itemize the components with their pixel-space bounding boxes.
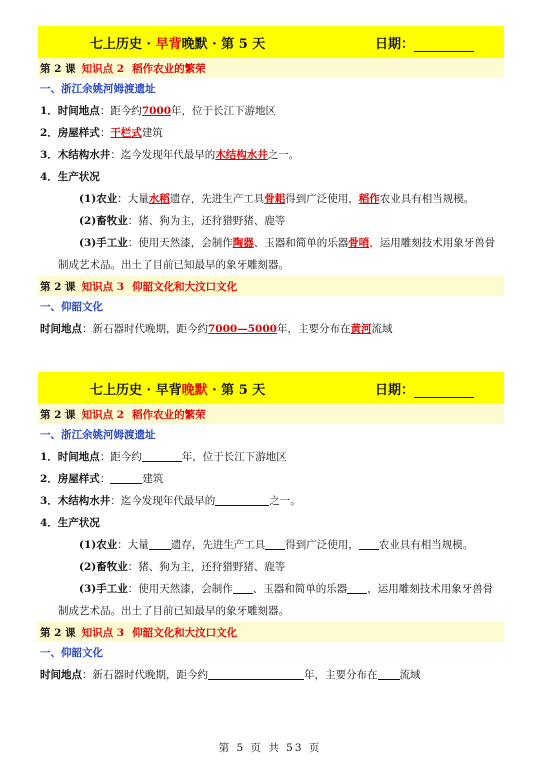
date-field: 日期： xyxy=(375,33,474,52)
blank-well: 3．木结构水井：迄今发现年代最早的 之一。 xyxy=(40,495,301,507)
title-bar-bottom xyxy=(38,372,504,404)
item-agriculture: (1)农业：大量水稻遗存，先进生产工具骨耜得到广泛使用，稻作农业具有相当规模。 xyxy=(79,193,475,205)
fill-blank[interactable] xyxy=(208,667,304,680)
item-well: 3．木结构水井：迄今发现年代最早的木结构水井之一。 xyxy=(40,149,300,161)
lesson-bar-kp2-bottom: 第 2 课 知识点 2 稻作农业的繁荣 xyxy=(38,404,504,424)
page-footer: 第 5 页 共 53 页 xyxy=(218,742,322,754)
page-title: 七上历史 · 早背晚默 · 第 5 天 xyxy=(90,36,266,52)
section-hemudu: 一、浙江余姚河姆渡遗址 xyxy=(40,83,156,95)
section-yangshao-bottom: 一、仰韶文化 xyxy=(40,647,103,659)
fill-blank[interactable] xyxy=(347,581,367,594)
section-hemudu-bottom: 一、浙江余姚河姆渡遗址 xyxy=(40,429,156,441)
blank-yangshao-time: 时间地点：新石器时代晚期，距今约 年，主要分布在 流域 xyxy=(40,669,421,681)
page-title-bottom: 七上历史 · 早背晚默 · 第 5 天 xyxy=(90,382,266,398)
lesson-bar-kp3: 第 2 课 知识点 3 仰韶文化和大汶口文化 xyxy=(38,276,504,296)
item-handicraft: (3)手工业：使用天然漆，会制作陶器、玉器和简单的乐器骨哨，运用雕刻技术用象牙兽骨 xyxy=(79,237,496,249)
date-field-bottom: 日期： xyxy=(375,379,474,398)
item-yangshao-time: 时间地点：新石器时代晚期，距今约7000—5000年，主要分布在黄河流域 xyxy=(40,323,393,335)
blank-time-place: 1．时间地点：距今约 年，位于长江下游地区 xyxy=(40,451,287,463)
fill-blank[interactable] xyxy=(142,449,182,462)
fill-blank[interactable] xyxy=(110,471,142,484)
blank-handicraft-cont: 制成艺术品。出土了目前已知最早的象牙雕刻器。 xyxy=(58,605,289,617)
fill-blank[interactable] xyxy=(359,537,379,550)
section-yangshao: 一、仰韶文化 xyxy=(40,301,103,313)
fill-blank[interactable] xyxy=(378,667,400,680)
item-husbandry: (2)畜牧业：猪、狗为主，还狩猎野猪、鹿等 xyxy=(79,215,286,227)
blank-agriculture: (1)农业：大量 遗存，先进生产工具 得到广泛使用， 农业具有相当规模。 xyxy=(79,539,474,551)
fill-blank[interactable] xyxy=(215,493,269,506)
blank-house: 2．房屋样式： 建筑 xyxy=(40,473,164,485)
item-house: 2．房屋样式：干栏式建筑 xyxy=(40,127,163,139)
blank-handicraft: (3)手工业：使用天然漆，会制作 、玉器和简单的乐器 ，运用雕刻技术用象牙兽骨 xyxy=(79,583,494,595)
fill-blank[interactable] xyxy=(233,581,253,594)
title-bar-top xyxy=(38,26,504,58)
item-handicraft-cont: 制成艺术品。出土了目前已知最早的象牙雕刻器。 xyxy=(58,259,289,271)
item-production: 4．生产状况 xyxy=(40,171,100,183)
lesson-bar-kp2: 第 2 课 知识点 2 稻作农业的繁荣 xyxy=(38,58,504,78)
blank-production: 4．生产状况 xyxy=(40,517,100,529)
item-time-place: 1．时间地点：距今约7000年，位于长江下游地区 xyxy=(40,105,277,117)
blank-husbandry: (2)畜牧业：猪、狗为主，还狩猎野猪、鹿等 xyxy=(79,561,286,573)
lesson-bar-kp3-bottom: 第 2 课 知识点 3 仰韶文化和大汶口文化 xyxy=(38,622,504,642)
bottom-section xyxy=(38,372,504,686)
top-section xyxy=(38,26,504,340)
fill-blank[interactable] xyxy=(149,537,171,550)
fill-blank[interactable] xyxy=(265,537,285,550)
